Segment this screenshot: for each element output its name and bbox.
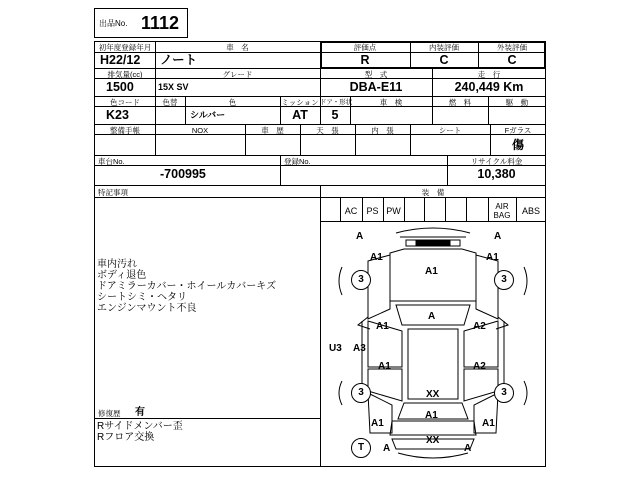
- damage-rear-right: A: [464, 443, 472, 454]
- repair-note-item: Rフロア交換: [97, 432, 155, 443]
- damage-wheel-rear-right: 3: [494, 383, 514, 403]
- door-shape-value: 5: [331, 108, 339, 122]
- grade-value: 15X SV: [158, 82, 189, 92]
- damage-rear-door-right: A2: [473, 361, 486, 372]
- rule: [404, 197, 405, 221]
- seat-label: シート: [438, 126, 462, 135]
- damage-rear-fender-right: A1: [482, 418, 495, 429]
- lot-number: 1112: [141, 13, 180, 33]
- grade-label: グレード: [222, 70, 253, 79]
- note-item: エンジンマウント不良: [97, 303, 197, 314]
- note-item: ボディ退色: [97, 270, 147, 281]
- vehicle-inspection-label: 車 検: [379, 98, 403, 107]
- damage-roof-rear: XX: [426, 389, 440, 400]
- damage-front-door-left: A1: [376, 321, 389, 332]
- interior-trim-label: 内 張: [371, 126, 394, 135]
- equipment-ps: PS: [366, 206, 379, 216]
- displacement-label: 排気量(cc): [107, 70, 143, 79]
- damage-wheel-front-right: 3: [494, 270, 514, 290]
- equipment-airbag: AIR BAG: [493, 202, 511, 220]
- eval-score-value: R: [360, 53, 370, 67]
- note-item: 車内汚れ: [97, 259, 137, 270]
- eval-score-label: 評価点: [353, 43, 377, 52]
- color-change-label: 色替: [162, 98, 178, 107]
- maintenance-note-label: 整備手帳: [110, 126, 140, 135]
- car-name-label: 車 名: [226, 43, 249, 52]
- damage-rear-door-left: A1: [378, 361, 391, 372]
- tire-mark: T: [351, 438, 371, 458]
- damage-rear-left: A: [383, 443, 391, 454]
- equipment-label: 装 備: [421, 188, 445, 197]
- damage-front-fender-right: A1: [486, 252, 499, 263]
- damage-rear-bumper: XX: [426, 435, 440, 446]
- rule: [94, 155, 546, 156]
- damage-hood: A1: [425, 266, 438, 277]
- mileage-label: 走 行: [477, 70, 501, 79]
- glass-label: Fガラス: [504, 126, 532, 135]
- roof-label: 天 張: [316, 126, 339, 135]
- reg-date-label: 初年度登録年月: [98, 43, 152, 52]
- chassis-no-value: -700995: [160, 167, 206, 181]
- equipment-abs: ABS: [521, 206, 540, 216]
- damage-front-fender-left: A1: [370, 252, 383, 263]
- damage-front-door-right: A2: [473, 321, 486, 332]
- door-shape-label: ドア・形状: [320, 99, 353, 106]
- registration-no-label: 登録No.: [284, 157, 311, 166]
- rule: [424, 197, 425, 221]
- damage-rear-fender-left: A1: [371, 418, 384, 429]
- damage-trunk: A1: [425, 410, 438, 421]
- lot-number-label: 出品No.: [99, 19, 128, 28]
- damage-windshield: A: [428, 311, 436, 322]
- history-label: 車 歴: [261, 126, 284, 135]
- chassis-no-label: 車台No.: [98, 157, 125, 166]
- nox-label: NOX: [191, 126, 209, 135]
- reg-date-value: H22/12: [100, 53, 141, 67]
- model-label: 型 式: [364, 70, 388, 79]
- mileage-value: 240,449 Km: [454, 80, 524, 94]
- rule: [94, 418, 320, 419]
- car-name-value: ノート: [160, 53, 198, 67]
- rule: [445, 197, 446, 221]
- equipment-ac: AC: [344, 206, 358, 216]
- special-notes-label: 特記事項: [98, 188, 128, 197]
- damage-front-left: A: [356, 231, 364, 242]
- repair-history-value: 有: [135, 407, 145, 418]
- damage-sill-left-a: A3: [353, 343, 366, 354]
- color-label: 色: [228, 98, 237, 107]
- color-code-label: 色コード: [110, 98, 140, 107]
- note-item: シートシミ・ヘタリ: [97, 292, 187, 303]
- interior-label: 内装評価: [429, 43, 459, 52]
- recycle-fee-label: リサイクル料金: [470, 157, 523, 166]
- rule: [280, 155, 281, 185]
- model-value: DBA-E11: [349, 80, 403, 94]
- rule: [94, 124, 546, 125]
- exterior-value: C: [507, 53, 517, 67]
- displacement-value: 1500: [106, 80, 134, 94]
- damage-wheel-rear-left: 3: [351, 383, 371, 403]
- drive-label: 駆 動: [505, 98, 529, 107]
- repair-note-item: Rサイドメンバー歪: [97, 421, 183, 432]
- fuel-label: 燃 料: [448, 98, 472, 107]
- glass-value: 傷: [511, 138, 524, 152]
- rule: [466, 197, 467, 221]
- damage-sill-left-u: U3: [329, 343, 342, 354]
- interior-value: C: [439, 53, 449, 67]
- lot-number-box: [94, 8, 188, 38]
- damage-wheel-front-left: 3: [351, 270, 371, 290]
- repair-history-label: 修復歴: [98, 409, 121, 418]
- equipment-pw: PW: [386, 206, 401, 216]
- mission-value: AT: [292, 108, 308, 122]
- exterior-label: 外装評価: [497, 43, 527, 52]
- recycle-fee-value: 10,380: [477, 167, 516, 181]
- color-code-value: K23: [106, 108, 129, 122]
- mission-label: ミッション: [281, 98, 319, 107]
- damage-front-right: A: [494, 231, 502, 242]
- color-value: シルバー: [190, 110, 226, 120]
- note-item: ドアミラーカバー・ホイールカバーキズ: [97, 281, 277, 292]
